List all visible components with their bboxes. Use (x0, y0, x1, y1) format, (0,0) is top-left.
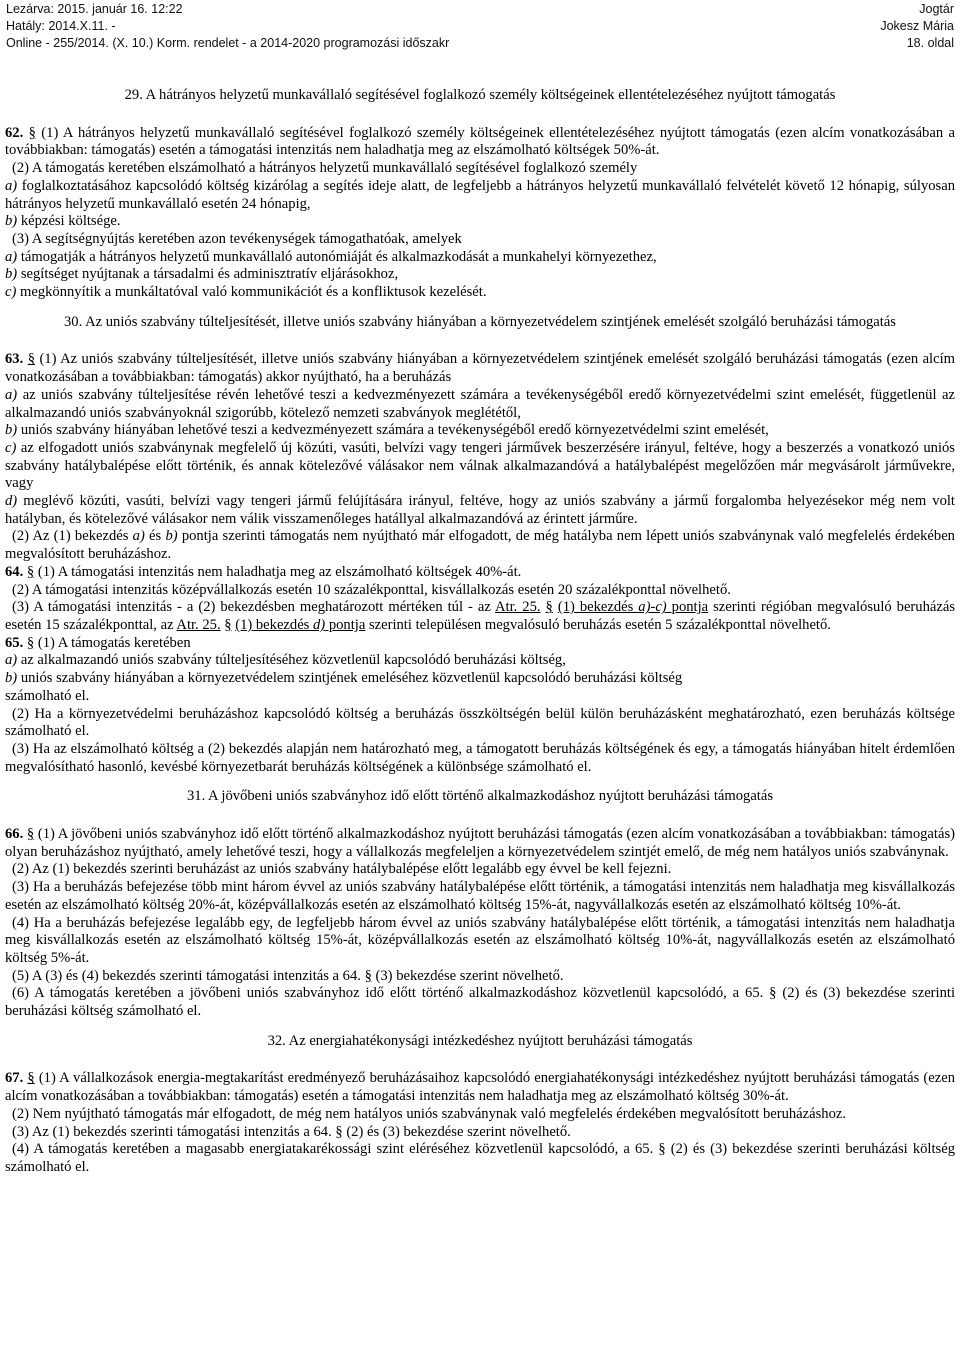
paragraph-ref-link[interactable]: (1) bekezdés d) (235, 616, 326, 633)
paragraph-66-6: (6) A támogatás keretében a jövőbeni uniós szabványhoz idő előtt történő alkalmazkodáshoz közvetlenül kapcsolódó, a 65. § (2) és (3) bekezdése szerinti beruházási költség számolható el. (5, 985, 955, 1020)
paragraph-62-3-b: b) segítséget nyújtanak a társadalmi és adminisztratív eljárásokhoz, (5, 266, 399, 283)
header-right (880, 1, 954, 52)
paragraph-66-4: (4) Ha a beruházás befejezése legalább egy, de legfeljebb három évvel az uniós szabvány hatálybalépése előtt történik, a támogatási intenzitás nem haladhatja meg kisvállalkozás esetén az elszámolható költség 15%-át, középvállalkozás esetén az elszámolható költség 10%-át, nagyvállalkozás esetén az elszámolható költség 5%-át. (5, 914, 955, 966)
user-name: Jokesz Mária (880, 19, 954, 33)
point-ref-link[interactable]: pontja (325, 616, 366, 633)
paragraph-65-1: 65. § (1) A támogatás keretében (5, 634, 191, 651)
paragraph-62-2-b: b) képzési költsége. (5, 213, 121, 230)
closed-date: Lezárva: 2015. január 16. 12:22 (6, 2, 183, 16)
document-body (5, 87, 955, 1177)
effective-date: Hatály: 2014.X.11. - (6, 19, 116, 33)
point-ref-link[interactable]: pontja (666, 599, 709, 616)
page-number: 18. oldal (906, 36, 954, 50)
paragraph-67-1: 67. § (1) A vállalkozások energia-megtakarítást eredményező beruházásaihoz kapcsolódó energiahatékonysági intézkedéshez nyújtott beruházási támogatás (ezen alcím vonatkozásában a továbbiakban: támogatás) esetén a támogatási intenzitás nem haladhatja meg az elszámolható költség 30%-át. (5, 1070, 955, 1105)
paragraph-64-1: 64. § (1) A támogatási intenzitás nem haladhatja meg az elszámolható költségek 40%-át. (5, 563, 522, 580)
paragraph-63-1-a: a) az uniós szabvány túlteljesítése révén lehetővé teszi a kedvezményezett számára a tevékenységéből eredő környezetvédelmi szint emelését, függetlenül az alkalmazandó uniós szabványoknál szigorúbb, kötelező nemzeti szabványok meglététől, (5, 386, 955, 421)
section-sign-link[interactable]: § (28, 124, 36, 141)
section-title-31: 31. A jövőbeni uniós szabványhoz idő előtt történő alkalmazkodáshoz nyújtott beruházási támogatás (186, 788, 774, 805)
publisher-name: Jogtár (919, 2, 954, 16)
paragraph-number-66: 66. (5, 826, 24, 843)
paragraph-67-2: (2) Nem nyújtható támogatás már elfogadott, de még nem hatályos uniós szabványnak való megfelelés érdekében megvalósított beruházáshoz. (12, 1105, 847, 1122)
paragraph-number-67: 67. (5, 1070, 24, 1087)
paragraph-64-3: (3) A támogatási intenzitás - a (2) bekezdésben meghatározott mértéken túl - az Atr. 25. § (1) bekezdés a)-c) pontja szerinti régióban megvalósuló beruházás esetén 15 százalékponttal, az Atr. 25. § (1) bekezdés d) pontja szerinti településen megvalósuló beruházás esetén 5 százalékponttal növelhető. (5, 599, 955, 633)
document-source: Online - 255/2014. (X. 10.) Korm. rendelet - a 2014-2020 programozási időszakr (6, 36, 450, 50)
paragraph-65-3: (3) Ha az elszámolható költség a (2) bekezdés alapján nem határozható meg, a támogatott beruházás költségének és egy, a támogatás hiányában hitelt érdemlően megvalósítható hasonló, kevésbé környezetbarát beruházás költségének a különbsége számolható el. (5, 740, 955, 775)
paragraph-62-2-a: a) foglalkoztatásához kapcsolódó költség kizárólag a segítés ideje alatt, de legfeljebb a hátrányos helyzetű munkavállaló felvételét követő 12 hónapig, súlyosan hátrányos helyzetű munkavállaló esetén 24 hónapig, (5, 177, 955, 212)
paragraph-number-65: 65. (5, 634, 24, 651)
section-title-29: 29. A hátrányos helyzetű munkavállaló segítésével foglalkozó személy költségeinek ellentételezéséhez nyújtott támogatás (124, 87, 836, 103)
section-sign-link[interactable]: § (545, 599, 553, 616)
paragraph-66-2: (2) Az (1) bekezdés szerinti beruházást az uniós szabvány hatálybalépése előtt legalább egy évvel be kell fejezni. (12, 861, 672, 878)
paragraph-66-1: 66. § (1) A jövőbeni uniós szabványhoz idő előtt történő alkalmazkodáshoz nyújtott beruházási támogatás (ezen alcím vonatkozásában a továbbiakban: támogatás) olyan beruházáshoz nyújtható, amely lehetővé teszi, hogy a vállalkozás megfeleljen a környezetvédelem szintjét emelő, de még nem hatályos uniós szabványnak. (5, 826, 955, 860)
paragraph-65-2: (2) Ha a környezetvédelmi beruházáshoz kapcsolódó költség a beruházás összköltségén belül külön beruházásként meghatározható, ezen beruházás költsége számolható el. (5, 705, 955, 740)
paragraph-66-5: (5) A (3) és (4) bekezdés szerinti támogatási intenzitás a 64. § (3) bekezdése szerint növelhető. (12, 967, 564, 984)
header-left (6, 1, 449, 52)
section-sign-link[interactable]: § (26, 826, 35, 843)
section-sign-link[interactable]: § (26, 634, 35, 651)
paragraph-62-3: (3) A segítségnyújtás keretében azon tevékenységek támogathatóak, amelyek (12, 230, 462, 247)
paragraph-63-1-d: d) meglévő közúti, vasúti, belvízi vagy tengeri jármű felújítására irányul, feltéve, hogy az uniós szabvány a jármű forgalomba helyezésekor még nem volt hatályban, és kötelezővé válásakor nem válik visszamenőleges hatállyal alkalmazandóvá az érintett járműre. (5, 493, 955, 527)
paragraph-63-1-c: c) az elfogadott uniós szabványnak megfelelő új közúti, vasúti, belvízi vagy tengeri járművek beszerzésére irányul, feltéve, hogy a beszerzés a vonatkozó uniós szabvány hatálybalépése előtt történik, és annak kötelezővé válásakor nem válnak alkalmazandóvá a hatálybalépést megelőzően már megvásárolt járművekre, vagy (5, 439, 955, 492)
paragraph-62-1: 62. § (1) A hátrányos helyzetű munkavállaló segítésével foglalkozó személy költségeinek ellentételezéséhez nyújtott támogatás (ezen alcím vonatkozásában a továbbiakban: támogatás) esetén a támogatási intenzitás nem haladhatja meg az elszámolható költségek 50%-át. (5, 124, 955, 159)
section-sign-link[interactable]: § (224, 616, 232, 633)
paragraph-64-2: (2) A támogatási intenzitás középvállalkozás esetén 10 százalékponttal, kisvállalkozás esetén 20 százalékponttal növelhető. (12, 581, 731, 598)
atr-link[interactable]: Atr. 25. (495, 599, 541, 616)
paragraph-65-1-a: a) az alkalmazandó uniós szabvány túlteljesítéséhez közvetlenül kapcsolódó beruházási költség, (5, 652, 566, 669)
paragraph-number-62: 62. (5, 124, 24, 141)
atr-link[interactable]: Atr. 25. (176, 616, 221, 633)
paragraph-63-2: (2) Az (1) bekezdés a) és b) pontja szerinti támogatás nem nyújtható már elfogadott, de még hatályba nem lépett uniós szabványnak való megfelelés érdekében megvalósított beruházáshoz. (5, 528, 955, 563)
paragraph-62-3-c: c) megkönnyítik a munkáltatóval való kommunikációt és a konfliktusok kezelését. (5, 284, 487, 301)
section-sign-link[interactable]: § (27, 351, 35, 368)
paragraph-number-64: 64. (5, 563, 24, 580)
section-sign-link[interactable]: § (364, 967, 372, 984)
section-sign-link[interactable]: § (27, 1070, 35, 1087)
paragraph-number-63: 63. (5, 351, 24, 368)
paragraph-65-1-close: számolható el. (5, 687, 90, 704)
paragraph-65-1-b: b) uniós szabvány hiányában a környezetvédelem szintjének emeléséhez közvetlenül kapcsolódó beruházási költség (5, 670, 683, 687)
paragraph-67-3: (3) Az (1) bekezdés szerinti támogatási intenzitás a 64. § (2) és (3) bekezdése szerint növelhető. (12, 1123, 571, 1140)
paragraph-67-4: (4) A támogatás keretében a magasabb energiatakarékossági szint eléréséhez közvetlenül kapcsolódó, a 65. § (2) és (3) bekezdése szerinti beruházási költség számolható el. (5, 1141, 955, 1175)
paragraph-63-1-b: b) uniós szabvány hiányában lehetővé teszi a kedvezményezett számára a tevékenységéből eredő környezetvédelmi szint emelését, (5, 422, 769, 439)
section-title-32: 32. Az energiahatékonysági intézkedéshez nyújtott beruházási támogatás (267, 1032, 693, 1049)
page-header (0, 0, 960, 60)
paragraph-62-2: (2) A támogatás keretében elszámolható a hátrányos helyzetű munkavállaló segítésével foglalkozó személy (12, 160, 638, 177)
paragraph-62-3-a: a) támogatják a hátrányos helyzetű munkavállaló autonómiáját és alkalmazkodását a munkahelyi környezethez, (5, 248, 657, 265)
section-title-30: 30. Az uniós szabvány túlteljesítését, illetve uniós szabvány hiányában a környezetvédelem szintjének emelését szolgáló beruházási támogatás (64, 313, 896, 330)
section-sign-link[interactable]: § (26, 563, 35, 580)
paragraph-66-3: (3) Ha a beruházás befejezése több mint három évvel az uniós szabvány hatálybalépése előtt történik, a támogatási intenzitás nem haladhatja meg kisvállalkozás esetén az elszámolható költség 20%-át, középvállalkozás esetén az elszámolható költség 15%-át, nagyvállalkozás esetén az elszámolható költség 10%-át. (5, 879, 955, 913)
paragraph-ref-link[interactable]: (1) bekezdés a)-c) (557, 599, 667, 616)
paragraph-63-1: 63. § (1) Az uniós szabvány túlteljesítését, illetve uniós szabvány hiányában a környezetvédelem szintjének emelését szolgáló beruházási támogatás (ezen alcím vonatkozásában a továbbiakban: támogatás) akkor nyújtható, ha a beruházás (5, 351, 955, 386)
